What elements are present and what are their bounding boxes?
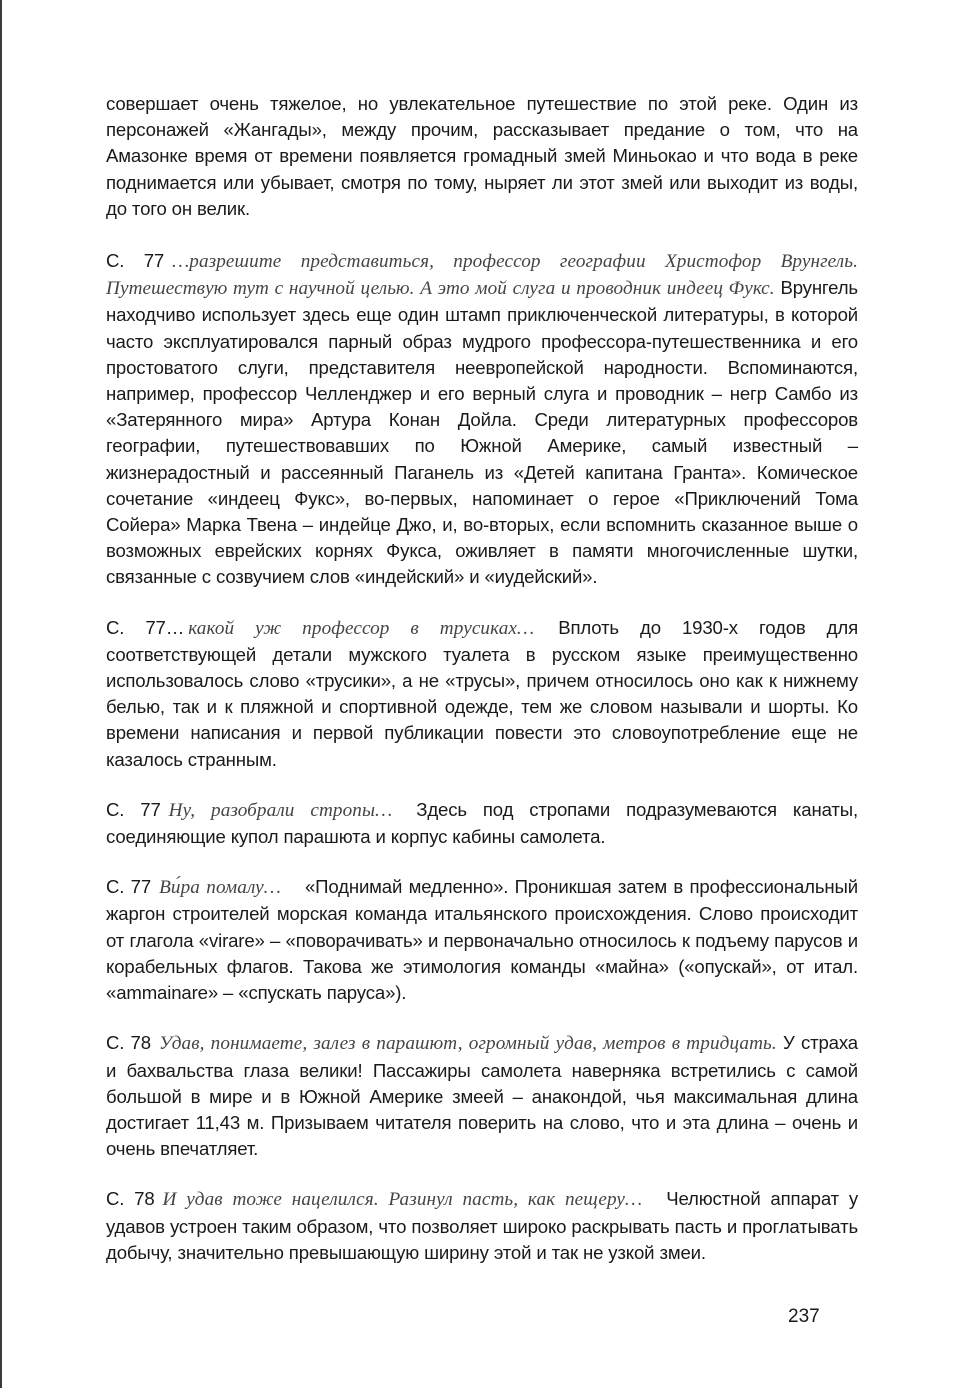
page-number: 237 [788,1306,820,1327]
commentary-text: Вплоть до 1930-х годов для соответствующей детали мужского туалета в русском языке преимущественно использовалось слово «трусики», а не «трусы», причем относилось оно как к нижнему белью, так и к пляжной и спортивной одежде, тем же словом называли и шорты. Ко времени написания и первой публикации повести это словоупотребление еще не казалось странным. [106,616,858,770]
page-reference: С. 78 [106,1032,151,1054]
note-entry [106,1030,858,1162]
quoted-passage: какой уж профессор в трусиках… [188,617,535,639]
note-entry [106,248,858,591]
page-reference: С. 77 [106,250,165,272]
note-entry [106,797,858,850]
commentary-text: Врунгель находчиво использует здесь еще один штамп приключенческой литературы, в которой часто эксплуатировался парный образ мудрого профессора-путешественника и его простоватого слуги, представителя неевропейской народности. Вспоминаются, например, профессор Челленджер и его верный слуга и проводник – негр Самбо из «Затерянного мира» Артура Конан Дойла. Среди литературных профессоров географии, путешествовавших по Южной Америке, самый известный – жизнерадостный и рассеянный Паганель из «Детей капитана Гранта». Комическое сочетание «индеец Фукс», во-первых, напоминает о герое «Приключений Тома Сойера» Марка Твена – индейце Джо, и, во-вторых, если вспомнить сказанное выше о возможных еврейских корнях Фукса, оживляет в памяти многочисленные шутки, связанные с созвучием слов «индейский» и «иудейский». [106,277,858,588]
page-reference: С. 77… [106,616,185,638]
page-gutter-line [0,0,2,1388]
quoted-passage: Удав, понимаете, залез в парашют, огромный удав, метров в тридцать. [158,1033,777,1055]
commentary-text: У страха и бахвальства глаза велики! Пассажиры самолета наверняка встретились с самой большой в мире и в Южной Америке змеей – анакондой, чья максимальная длина достигает 11,43 м. Призываем читателя поверить на слово, что и эта длина – очень и очень впечатляет. [106,1032,858,1160]
quoted-passage: И удав тоже нацелился. Разинул пасть, как пещеру… [162,1189,643,1211]
commentary-text: Здесь под стропами подразумеваются канаты, соединяющие купол парашюта и корпус кабины самолета. [106,798,858,848]
quoted-passage: Ну, разобрали стропы… [168,799,393,821]
page-reference: С. 77 [106,798,161,820]
paragraph-text: совершает очень тяжелое, но увлекательное путешествие по этой реке. Один из персонажей «Жангады», между прочим, рассказывает предание о том, что на Амазонке время от времени появляется громадный змей Миньокао и что вода в реке поднимается или убывает, смотря по тому, ныряет ли этот змей или выходит из воды, до того он велик. [106,93,858,219]
page-body [106,91,858,1290]
quoted-passage: Ви́ра помалу… [159,877,281,899]
paragraph-continuation [106,91,858,222]
commentary-text: «Поднимай медленно». Проникшая затем в профессиональный жаргон строителей морская команда итальянского происхождения. Слово происходит от глагола «virare» – «поворачивать» и первоначально относилось к подъему парусов и корабельных флагов. Такова же этимология команды «майна» («опускай», от итал. «ammainare» – «спускать паруса»). [106,876,858,1004]
note-entry [106,874,858,1006]
quoted-passage: …разрешите представиться, профессор географии Христофор Врунгель. Путешествую тут с научной целью. А это мой слуга и проводник индеец Фукс. [106,251,858,300]
note-entry [106,1186,858,1266]
page-reference: С. 78 [106,1188,155,1210]
page-reference: С. 77 [106,876,152,898]
commentary-text: Челюстной аппарат у удавов устроен таким образом, что позволяет широко раскрывать пасть и проглатывать добычу, значительно превышающую ширину этой и так не узкой змеи. [106,1188,859,1263]
note-entry [106,615,858,773]
